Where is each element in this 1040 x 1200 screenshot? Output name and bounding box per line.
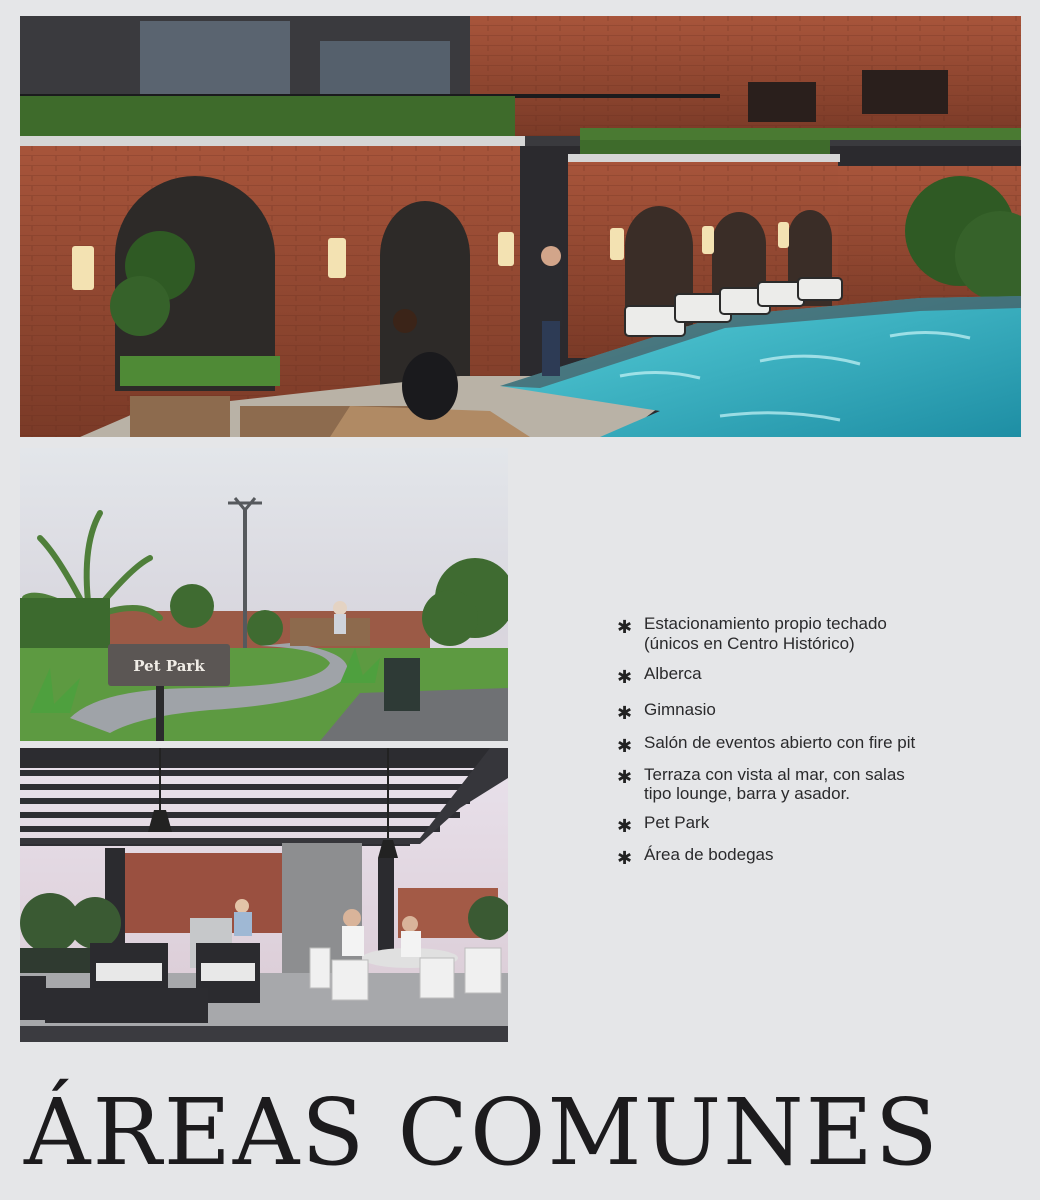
asterisk-bullet-icon: ✱	[617, 767, 633, 787]
amenity-label: Pet Park	[644, 813, 710, 832]
pool-photo	[20, 16, 1021, 437]
asterisk-bullet-icon: ✱	[617, 617, 633, 637]
terrace-photo	[20, 748, 508, 1042]
asterisk-bullet-icon: ✱	[617, 667, 633, 687]
list-item	[616, 664, 1016, 687]
asterisk-bullet-icon: ✱	[617, 816, 633, 836]
asterisk-bullet-icon: ✱	[617, 703, 633, 723]
page-title: ÁREAS COMUNES	[24, 1079, 940, 1186]
list-item	[616, 813, 1016, 836]
amenity-label: Salón de eventos abierto con fire pit	[644, 733, 916, 752]
asterisk-bullet-icon: ✱	[617, 848, 633, 868]
amenity-label: Estacionamiento propio techado (únicos en Centro Histórico)	[644, 614, 887, 653]
asterisk-bullet-icon: ✱	[617, 736, 633, 756]
pet-park-sign-text: Pet Park	[133, 657, 205, 675]
amenities-list	[616, 614, 1016, 868]
list-item	[616, 614, 1016, 654]
list-item	[616, 700, 1016, 723]
amenity-label: Alberca	[644, 664, 702, 683]
amenity-label: Área de bodegas	[644, 845, 774, 864]
amenity-label: Terraza con vista al mar, con salas tipo lounge, barra y asador.	[644, 765, 905, 803]
list-item	[616, 845, 1016, 868]
pet-park-photo	[20, 448, 508, 741]
amenity-label: Gimnasio	[644, 700, 716, 719]
list-item	[616, 733, 1016, 756]
list-item	[616, 765, 1016, 803]
